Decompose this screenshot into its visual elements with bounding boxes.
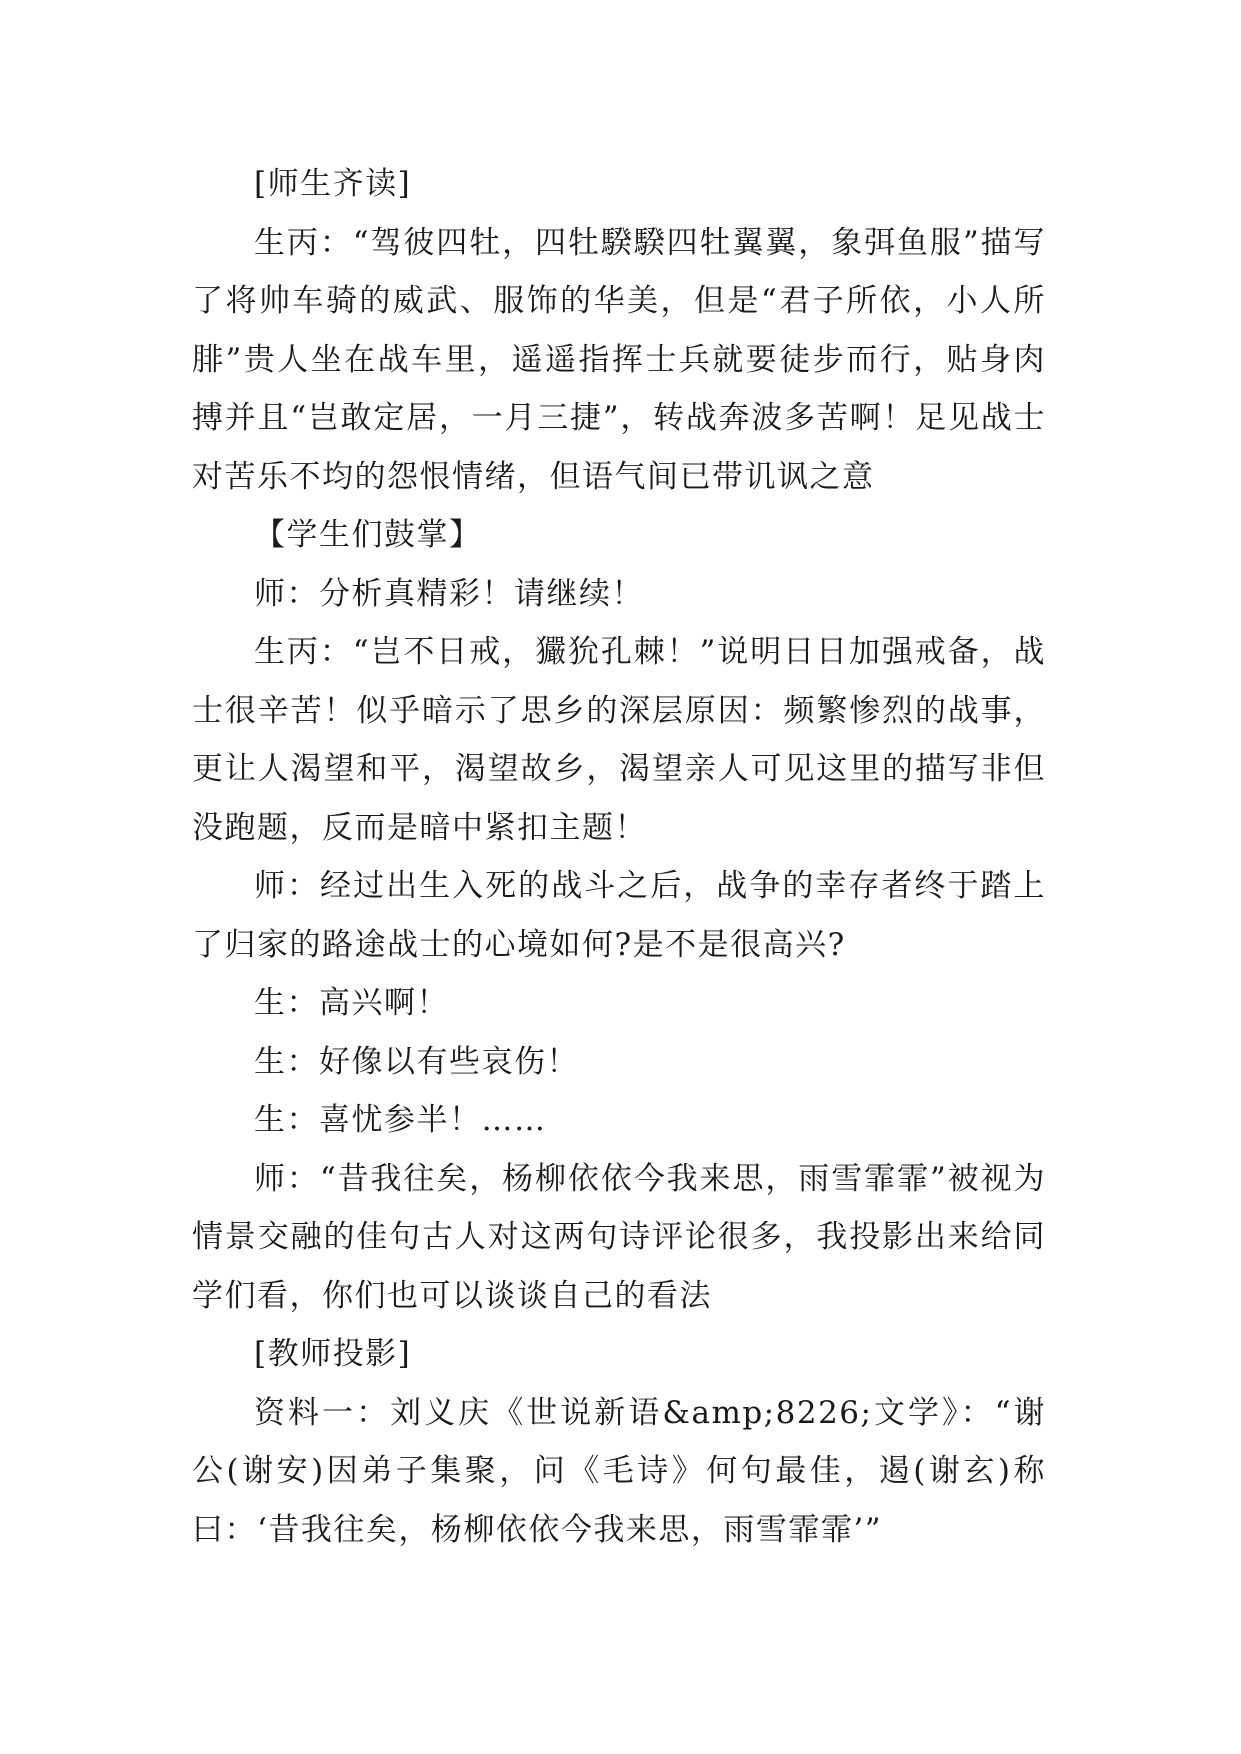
document-body: [192, 155, 1046, 1559]
paragraph-student-c-analysis: 生丙：“驾彼四牡，四牡騤騤四牡翼翼，象弭鱼服”描写了将帅车骑的威武、服饰的华美，但是“君子所依，小人所腓”贵人坐在战车里，遥遥指挥士兵就要徒步而行，贴身肉搏并且“岂敢定居，一月三捷”，转战奔波多苦啊！足见战士对苦乐不均的怨恨情绪，但语气间已带讥讽之意: [192, 224, 1046, 495]
paragraph-teacher-question: 师：经过出生入死的战斗之后，战争的幸存者终于踏上了归家的路途战士的心境如何?是不是很高兴?: [192, 868, 1046, 963]
paragraph-material-one: 资料一：刘义庆《世说新语&amp;8226;文学》：“谢公(谢安)因弟子集聚，问《毛诗》何句最佳，遏(谢玄)称曰：‘昔我往矣，杨柳依依今我来思，雨雪霏霏’”: [192, 1394, 1046, 1548]
paragraph-student-reply-3: 生：喜忧参半！……: [254, 1102, 547, 1138]
paragraph-stage-direction-projection: [教师投影]: [254, 1336, 412, 1372]
paragraph-stage-direction-reading: [师生齐读]: [254, 166, 412, 202]
paragraph-teacher-praise: 师：分析真精彩！请继续！: [254, 575, 644, 612]
paragraph-teacher-poem-intro: 师：“昔我往矣，杨柳依依今我来思，雨雪霏霏”被视为情景交融的佳句古人对这两句诗评论很多，我投影出来给同学们看，你们也可以谈谈自己的看法: [192, 1160, 1046, 1314]
paragraph-student-reply-2: 生：好像以有些哀伤！: [254, 1043, 579, 1080]
paragraph-student-reply-1: 生：高兴啊！: [254, 985, 449, 1021]
paragraph-student-c-continue: 生丙：“岂不日戒，玁狁孔棘！”说明日日加强戒备，战士很辛苦！似乎暗示了思乡的深层原因：频繁惨烈的战事，更让人渴望和平，渴望故乡，渴望亲人可见这里的描写非但没跑题，反而是暗中紧扣主题！: [192, 634, 1046, 846]
paragraph-stage-direction-applause: 【学生们鼓掌】: [254, 517, 482, 553]
